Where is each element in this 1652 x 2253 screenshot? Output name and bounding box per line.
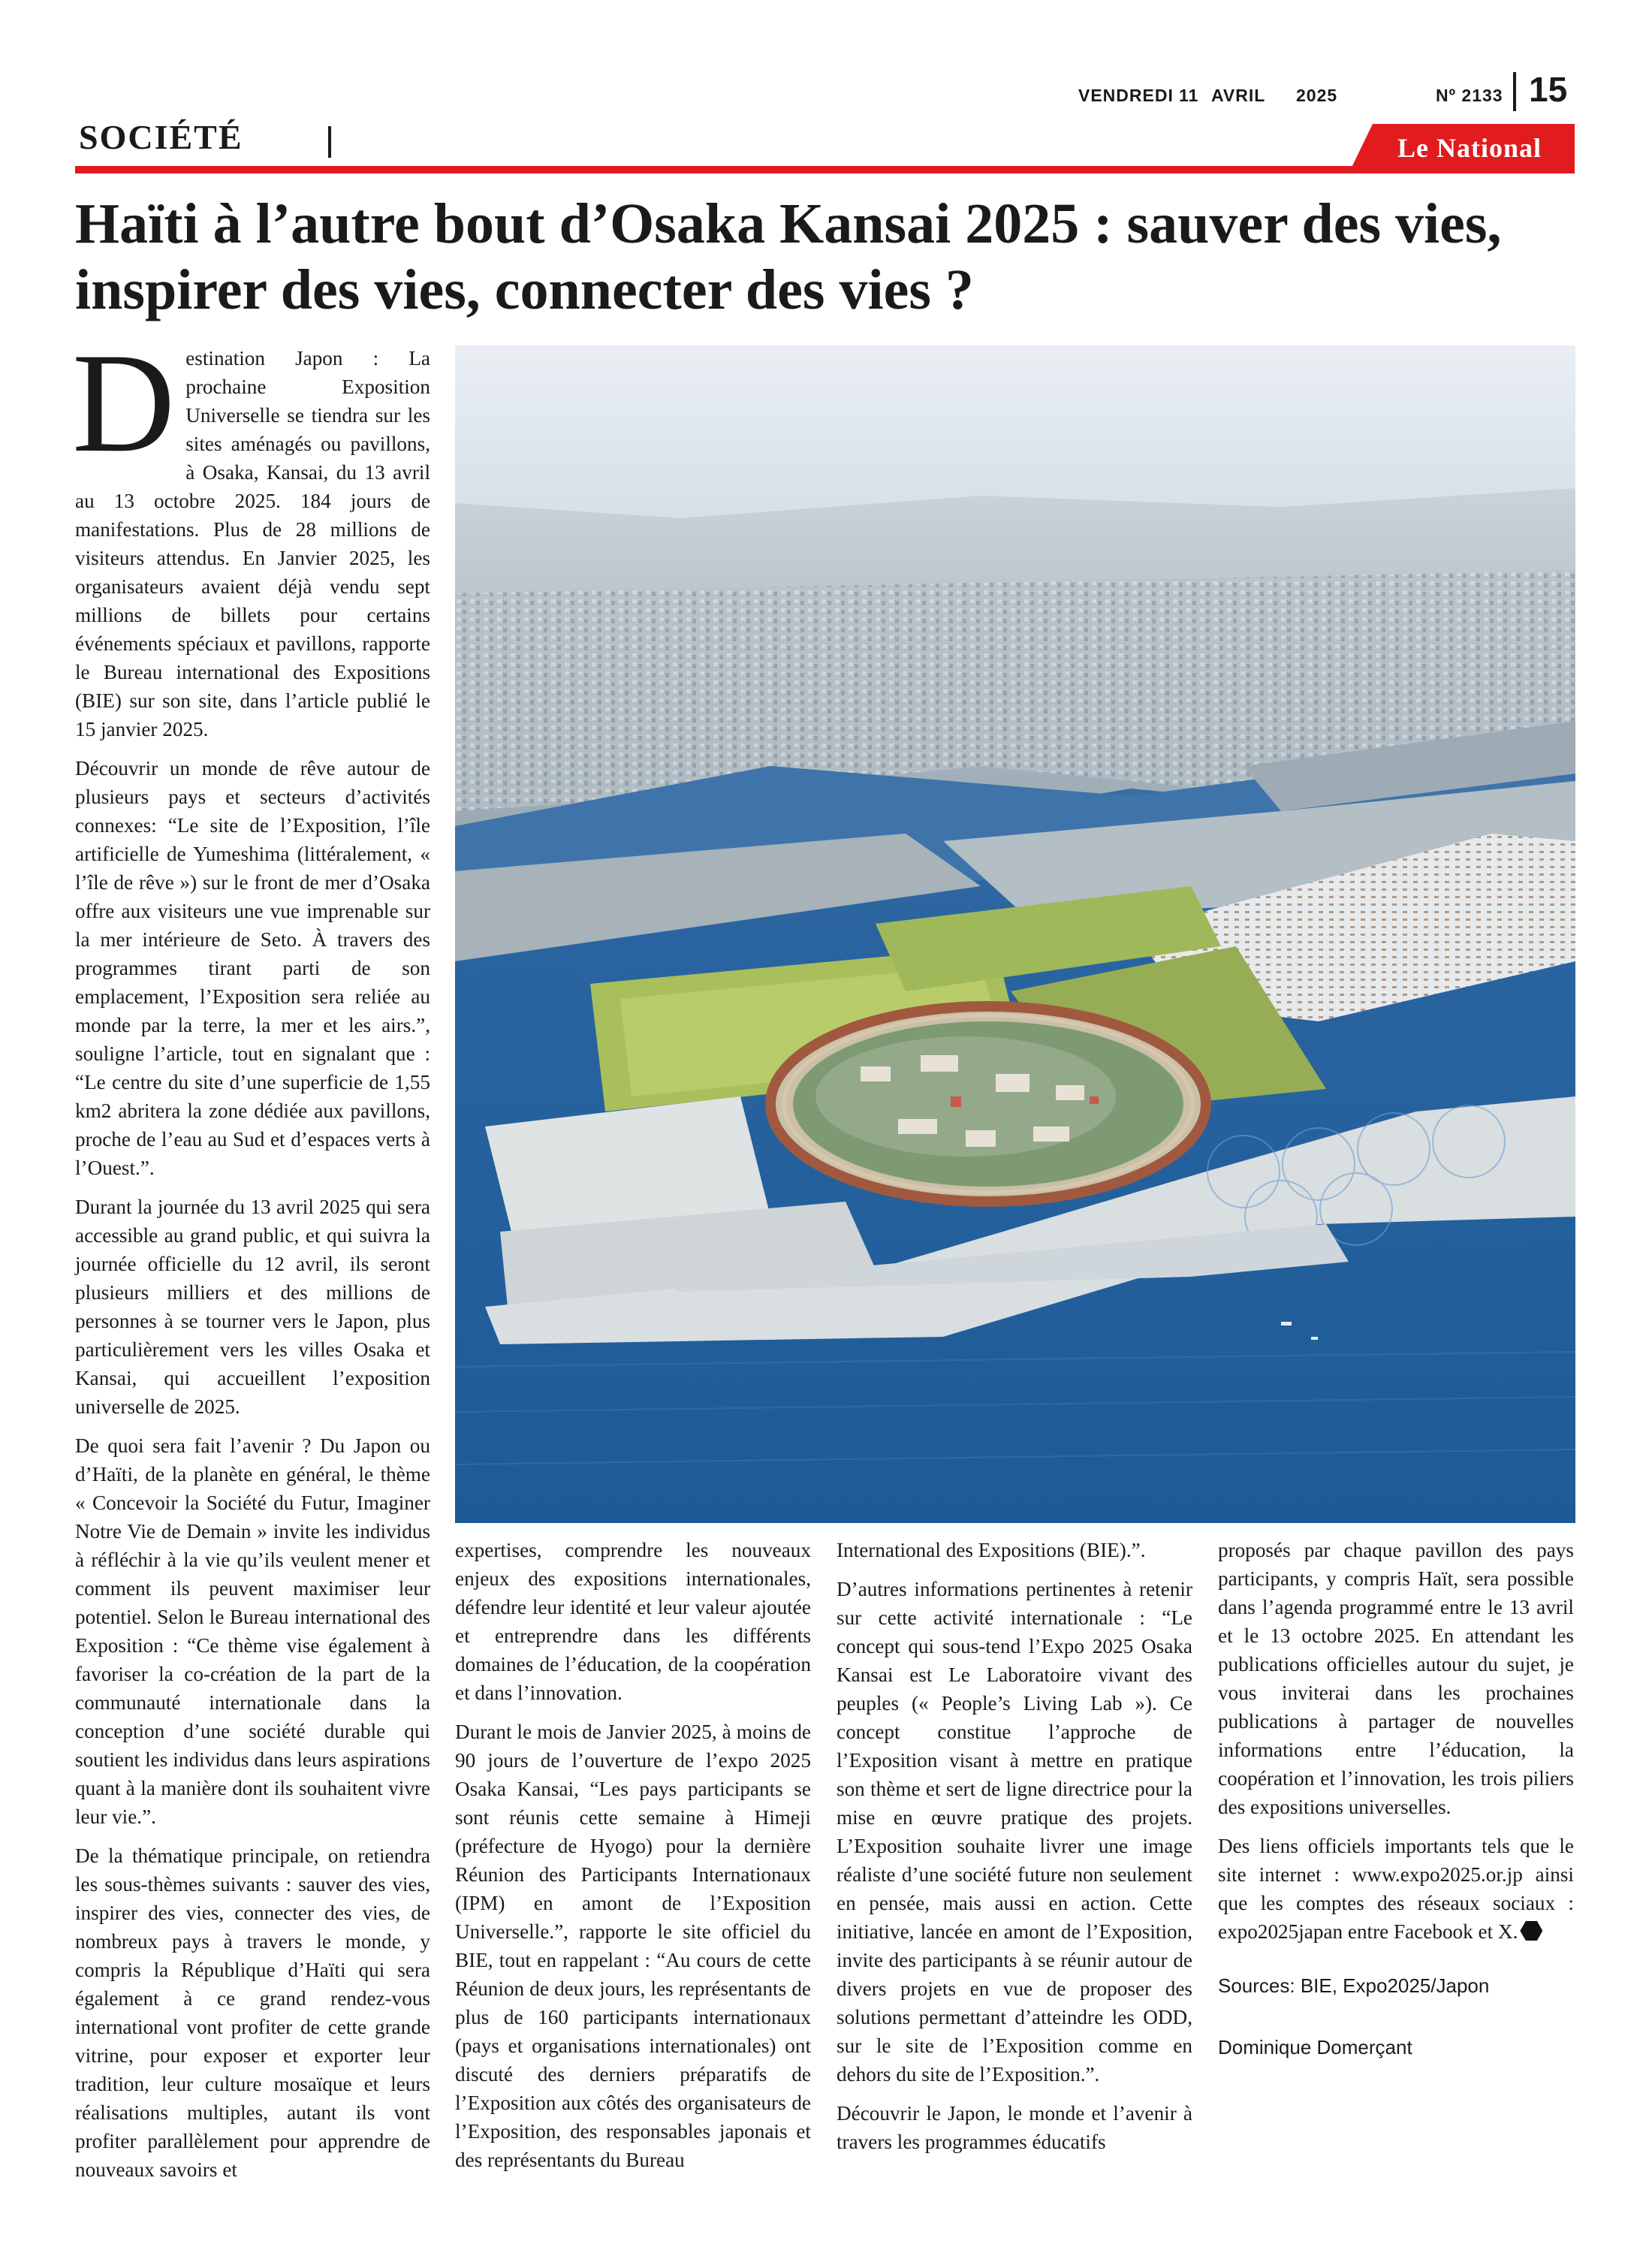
publication-name: Le National <box>1397 133 1542 163</box>
paragraph: Durant la journée du 13 avril 2025 qui sera accessible au grand public, et qui suivra la journée officielle du 12 avril, ils seront plusieurs milliers et des millions de personnes à se tourner vers le Japon, plus particulièrement vers les villes Osaka et Kansai, qui accueillent l’exposition universelle de 2025. <box>75 1196 430 1418</box>
paragraph: International des Expositions (BIE).”. <box>837 1539 1146 1561</box>
hexagon-end-mark-icon <box>1520 1921 1542 1941</box>
paragraph: D’autres informations pertinentes à retenir sur cette activité internationale : “Le concept qui sous-tend l’Expo 2025 Osaka Kansai est Le Laboratoire vivant des peuples (« People’s Living Lab »). Ce concept constitue l’approche de l’Exposition visant à mettre en pratique son thème et sert de ligne directrice pour la mise en œuvre pratique des projets. L’Exposition souhaite livrer une image réaliste d’une société future non seulement en pensée, mais aussi en action. Cette initiative, lancée en amont de l’Exposition, invite des participants à se réunir autour de divers projets en vue de proposer des solutions permettant d’atteindre les ODD, sur le site de l’Exposition comme en dehors du site de l’Exposition.”. <box>837 1578 1192 2086</box>
paragraph: Découvrir le Japon, le monde et l’avenir à travers les programmes éducatifs <box>837 2102 1192 2153</box>
issue-number: Nº 2133 <box>1436 86 1503 105</box>
drop-cap: D <box>72 324 176 482</box>
paragraph: proposés par chaque pavillon des pays participants, y compris Haït, sera possible dans l’agenda programmé entre le 13 avril et le 13 octobre 2025. En attendant les publications officielles autour du sujet, je vous inviterai dans les prochaines publications à partager de nouvelles informations entre l’éducation, la coopération et l’innovation, les trois piliers des expositions universelles. <box>1218 1539 1574 1818</box>
date-month: AVRIL <box>1211 86 1266 105</box>
paragraph: Découvrir un monde de rêve autour de plusieurs pays et secteurs d’activités connexes: “Le site de l’Exposition, l’île artificielle de Yumeshima (littéralement, « l’île de rêve ») sur le front de mer d’Osaka offre aux visiteurs une vue imprenable sur la mer intérieure de Seto. À travers des programmes tirant parti de son emplacement, l’Exposition sera reliée au monde par la terre, la mer et les airs.”, souligne l’article, tout en signalant que : “Le centre du site d’une superficie de 1,55 km2 abritera la zone dédiée aux pavillons, proche de l’eau au Sud et d’espaces verts à l’Ouest.”. <box>75 757 430 1179</box>
date-day: VENDREDI <box>1078 86 1174 105</box>
paragraph: Durant le mois de Janvier 2025, à moins de 90 jours de l’ouverture de l’expo 2025 Osaka Kansai, “Les pays participants se sont réunis cette semaine à Himeji (préfecture de Hyogo) pour la dernière Réunion des Participants Internationaux (IPM) en amont de l’Exposition Universelle.”, rapporte le site officiel du BIE, tout en rappelant : “Au cours de cette Réunion de deux jours, les représentants de plus de 160 participants internationaux (pays et organisations internationales) ont discuté des derniers préparatifs de l’Exposition aux côtés des organisateurs de l’Exposition, des responsables japonais et des représentants du Bureau <box>455 1721 811 2171</box>
expo-site-aerial-photo <box>455 345 1575 1523</box>
paragraph: expertises, comprendre les nouveaux enjeux des expositions internationales, défendre leur identité et leur valeur ajoutée et entreprendre dans les différents domaines de l’éducation, de la coopération et dans l’innovation. <box>455 1539 811 1704</box>
article-sources: Sources: BIE, Expo2025/Japon <box>1218 1974 1490 1997</box>
paragraph: Des liens officiels importants tels que le site internet : www.expo2025.or.jp ainsi que les comptes des réseaux sociaux : expo2025japan entre Facebook et X. <box>1218 1835 1574 1943</box>
article-column-3 <box>837 1536 1192 2167</box>
page-number-separator <box>1513 72 1516 111</box>
header-rule <box>75 166 1575 173</box>
article-column-4 <box>1218 1536 1574 2072</box>
article-author: Dominique Domerçant <box>1218 2036 1412 2058</box>
section-title: SOCIÉTÉ <box>79 118 243 156</box>
article-column-2 <box>455 1536 811 2185</box>
date-number: 11 <box>1179 86 1199 105</box>
date-year: 2025 <box>1296 86 1338 105</box>
section-separator <box>328 126 331 158</box>
article-column-1 <box>72 324 430 2194</box>
paragraph: De la thématique principale, on retiendra les sous-thèmes suivants : sauver des vies, inspirer des vies, connecter des vies, de nombreux pays à travers le monde, y compris la République d’Haïti qui sera également à ce grand rendez-vous international vont profiter de cette grande vitrine, pour exposer et exporter leur tradition, leur culture mosaïque et leurs réalisations multiples, autant ils vont profiter parallèlement pour apprendre de nouveaux savoirs et <box>75 1844 430 2181</box>
page-number: 15 <box>1529 70 1568 109</box>
paragraph: Destination Japon : La prochaine Exposition Universelle se tiendra sur les sites aménagés ou pavillons, à Osaka, Kansai, du 13 avril au 13 octobre 2025. 184 jours de manifestations. Plus de 28 millions de visiteurs attendus. En Janvier 2025, les organisateurs avaient déjà vendu sept millions de billets pour certains événements spéciaux et pavillons, rapporte le Bureau international des Expositions (BIE) sur son site, dans l’article publié le 15 janvier 2025. <box>72 324 430 740</box>
paragraph: De quoi sera fait l’avenir ? Du Japon ou d’Haïti, de la planète en général, le thème « Concevoir la Société du Futur, Imaginer Notre Vie de Demain » invite les individus à réfléchir à la vie qu’ils veulent mener et comment ils peuvent maximiser leur potentiel. Selon le Bureau international des Exposition : “Ce thème vise également à favoriser la co-création de la part de la communauté internationale dans la conception d’une société durable qui soutient les individus dans leurs aspirations quant à la manière dont ils souhaitent vivre leur vie.”. <box>75 1434 430 1828</box>
article-headline: Haïti à l’autre bout d’Osaka Kansai 2025 : sauver des vies, inspirer des vies, connecter des vies ? <box>75 192 1502 321</box>
